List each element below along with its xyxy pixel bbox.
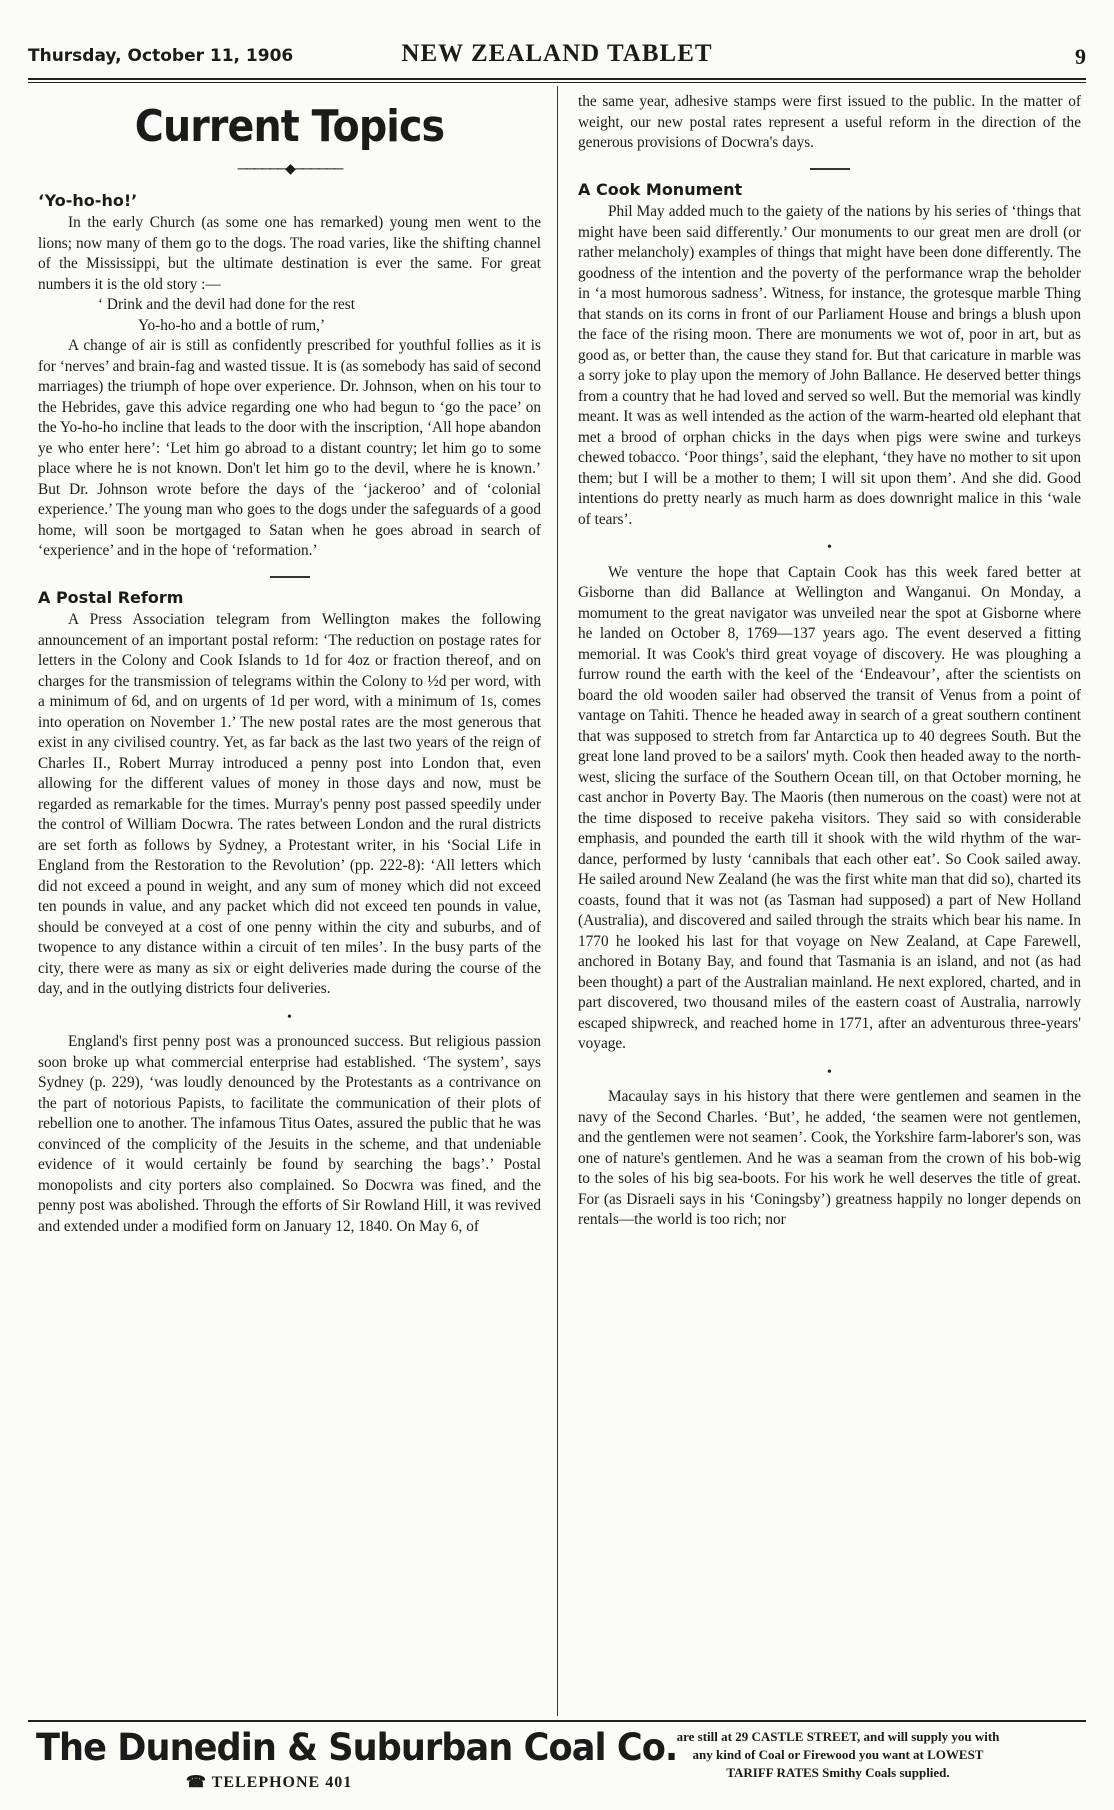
paragraph-dot: • bbox=[287, 1009, 292, 1025]
postal-heading: A Postal Reform bbox=[38, 587, 184, 607]
column-divider bbox=[557, 86, 558, 1716]
advertiser-telephone: ☎ TELEPHONE 401 bbox=[186, 1774, 353, 1791]
cook-paragraph-2: We venture the hope that Captain Cook has this week fared better at Gisborne than did Ballance at Wellington and Wanganui. On Monday, a momument to the great navigator was unveiled near the spot at Gisborne where he landed on October 8, 1769—137 years ago. The event deserved a fitting memorial. It was Cook's third great voyage of discovery. He was ploughing a furrow round the earth with the keel of the ‘Endeavour’, after the scientists on board the old wooden sailer had observed the transit of Venus from a point of vantage on Tahiti. Thence he headed away in search of a great southern continent that was supposed to stretch from far Antarctica up to 40 degrees South. But the great lone land proved to be a sailors' myth. Cook then headed away to the north-west, slicing the surface of the Southern Ocean till, on that October morning, he cast anchor in Poverty Bay. The Maoris (then numerous on the coast) were not at the time disposed to receive pakeha visitors. They said so with considerable emphasis, and pounded the earth till it shook with the wild rhythm of the war-dance, performed by lusty ‘cannibals that each other eat’. So Cook sailed away. He sailed around New Zealand (he was the first white man that did so), charted its coasts, found that it was not (as Tasman had supposed) a part of New Holland (Australia), and discovered and sailed through the straits which bear his name. In 1770 he looked his last for that voyage on New Zealand, at Cape Farewell, anchored in Botany Bay, and found that Tasmania is an island, and not (as had been thought) a part of the Australian mainland. He next explored, charted, and in part discovered, two thousand miles of the eastern coast of Australia, narrowly escaped shipwreck, and reached home in 1771, after an adventurous three-years' voyage. bbox=[578, 563, 1081, 1052]
yoho-paragraph-1: In the early Church (as some one has remarked) young men went to the lions; now many of them go to the dogs. The road varies, like the shifting channel of the Mississippi, but the ultimate destination is ever the same. For great numbers it is the old story :— bbox=[38, 214, 541, 293]
section-divider bbox=[270, 576, 310, 578]
right-column bbox=[578, 92, 1081, 1231]
masthead-rule bbox=[28, 78, 1086, 80]
paragraph-dot: • bbox=[827, 540, 832, 555]
masthead-rule-thin bbox=[28, 82, 1086, 83]
page-number: 9 bbox=[1075, 44, 1086, 69]
quote-line-2: Yo-ho-ho and a bottle of rum,’ bbox=[138, 316, 326, 334]
section-divider bbox=[810, 168, 850, 170]
advertisement-name-block bbox=[36, 1726, 678, 1792]
issue-date: Thursday, October 11, 1906 bbox=[28, 46, 294, 66]
cook-paragraph-1: Phil May added much to the gaiety of the nations by his series of ‘things that might have been said differently.’ Our monuments to our great men are droll (or rather melancholy) examples of things that might have been done differently. The goodness of the intention and the poverty of the performance wrap the beholder in ‘a most humorous sadness’. Witness, for instance, the grotesque marble Thing that stands on its corns in front of our Parliament House and brings a blush upon the face of the rising moon. There are monuments we wot of, poor in art, but as good as, or better than, the cause they stand for. But that caricature in marble was a sorry joke to play upon the memory of John Ballance. He deserved better things from a country that he had loved and served so well. But the memorial was kindly meant. It was as well intended as the action of the warm-hearted old elephant that met a brood of orphan chicks in the days when pigs were swine and turkeys chewed tobacco. ‘Poor things’, said the elephant, ‘they have no mother to sit upon them; but I will be a mother to them; I will sit upon them’. And she did. Good intentions do pretty nearly as much harm as does downright malice in this ‘wale of tears’. bbox=[578, 203, 1081, 528]
postal-paragraph-1: A Press Association telegram from Wellington makes the following announcement of an important postal reform: ‘The reduction on postage rates for letters in the Colony and Cook Islands to 1d for 4oz or fraction thereof, and on charges for the transmission of telegrams within the Colony to ½d per word, with a minimum of 6d, and on urgents of 1d per word, with a minimum of 1s, comes into operation on November 1.’ The new postal rates are the most generous that exist in any civilised country. Yet, as far back as the last two years of the reign of Charles II., Robert Murray introduced a penny post into London that, even allowing for the different values of money in those days and now, must be regarded as remarkable for the times. Murray's penny post passed speedily under the control of William Docwra. The rates between London and the rural districts are set forth as follows by Sydney, a Protestant writer, in his ‘Social Life in England from the Restoration to the Revolution’ (pp. 222-8): ‘All letters which did not exceed a pound in weight, and any sum of money which did not exceed ten pounds in value, and any packet which did not exceed ten pounds in value, should be conveyed at a cost of one penny within the city and suburbs, and of twopence to any distance within a circuit of ten miles’. In the busy parts of the city, there were as many as six or eight deliveries made during the course of the day, and in the outlying districts four deliveries. bbox=[38, 611, 541, 997]
ad-line-1: are still at 29 CASTLE STREET, and will supply you with bbox=[676, 1729, 1000, 1744]
yoho-quote bbox=[38, 295, 541, 336]
ad-line-3: TARIFF RATES Smithy Coals supplied. bbox=[726, 1765, 950, 1780]
postal-paragraph-2: England's first penny post was a pronounced success. But religious passion soon broke up what commercial enterprise had established. ‘The system’, says Sydney (p. 229), ‘was loudly denounced by the Protestants as a contrivance on the part of notorious Papists, to facilitate the communication of their plots of rebellion one to another. The infamous Titus Oates, assured the public that he was convinced of the complicity of the Jesuits in the scheme, and that undeniable evidence of it would certainly be found by searching the bags’.’ Postal monopolists and city porters also complained. So Docwra was fined, and the penny post was abolished. Through the efforts of Sir Rowland Hill, it was revived and extended under a modified form on January 12, 1840. On May 6, of bbox=[38, 1033, 541, 1235]
postal-continuation: the same year, adhesive stamps were first issued to the public. In the matter of weight, our new postal rates represent a useful reform in the direction of the generous provisions of Docwra's days. bbox=[578, 93, 1081, 151]
advertiser-name: The Dunedin & Suburban Coal Co. bbox=[36, 1726, 678, 1769]
newspaper-title: NEW ZEALAND TABLET bbox=[401, 40, 713, 67]
cook-paragraph-3: Macaulay says in his history that there were gentlemen and seamen in the navy of the Second Charles. ‘But’, he added, ‘the seamen were not gentlemen, and the gentlemen were not seamen’. Cook, the Yorkshire farm-laborer's son, was one of nature's gentlemen. And he was a seaman from the crown of his bob-wig to the soles of his big sea-boots. For his work he well deserves the title of great. For (as Disraeli says in his ‘Coningsby’) greatness happily no longer depends on rentals—the world is too rich; nor bbox=[578, 1088, 1081, 1228]
ornament-divider: ──────◆────── bbox=[237, 162, 342, 177]
paragraph-dot: • bbox=[827, 1064, 832, 1080]
yoho-paragraph-2: A change of air is still as confidently prescribed for youthful follies as it is for ‘nerves’ and brain-fag and wasted tissue. It is (as somebody has said of second marriages) the triumph of hope over experience. Dr. Johnson, when on his tour to the Hebrides, gave this advice regarding one who had begun to ‘go the pace’ on the Yo-ho-ho incline that leads to the door with the inscription, ‘All hope abandon ye who enter here’: ‘Let him go abroad to a distant country; let him go to some place where he is not known. Don't let him go to the devil, where he is known.’ But Dr. Johnson wrote before the days of the ‘jackeroo’ and of ‘colonial experience.’ The young man who goes to the dogs under the safeguards of a good home, will soon be mortgaged to Satan when he goes abroad in search of ‘experience’ and in the hope of ‘reformation.’ bbox=[38, 337, 541, 559]
section-title: Current Topics bbox=[134, 101, 445, 152]
footer-rule bbox=[28, 1720, 1086, 1722]
quote-line-1: ‘ Drink and the devil had done for the rest bbox=[98, 296, 355, 313]
advertisement-text bbox=[588, 1728, 1088, 1782]
ad-line-2: any kind of Coal or Firewood you want at LOWEST bbox=[692, 1747, 984, 1762]
left-column bbox=[38, 92, 541, 1237]
cook-heading: A Cook Monument bbox=[578, 179, 743, 199]
masthead bbox=[28, 34, 1086, 74]
yoho-heading: ‘Yo-ho-ho!’ bbox=[38, 190, 138, 210]
